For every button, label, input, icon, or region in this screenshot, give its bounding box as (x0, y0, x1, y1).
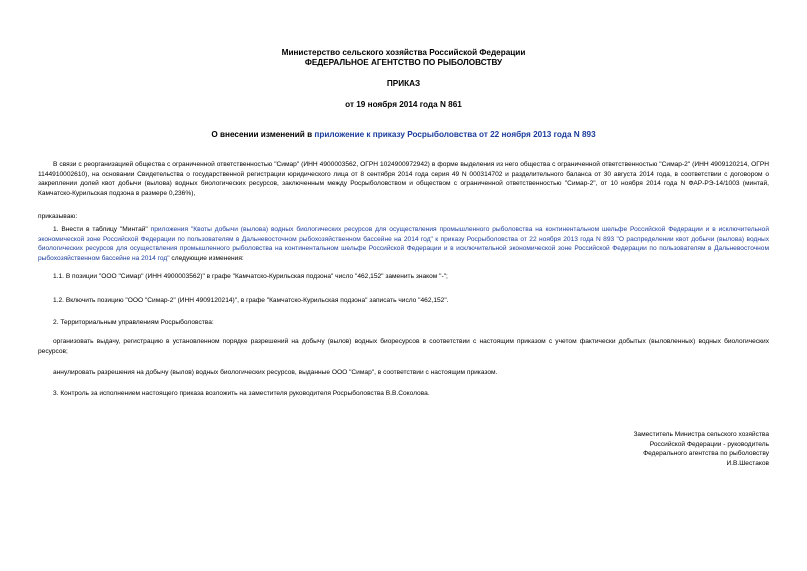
signature-line-3: Федерального агентства по рыболовству (643, 450, 769, 458)
signature-block (469, 430, 769, 468)
signature-name: И.В.Шестаков (726, 459, 769, 467)
item-1-1-paragraph: 1.1. В позиции "ООО "Симар" (ИНН 4900003562)" в графе "Камчатско-Курильская подзона" число "462,152" заменить знаком "-"; (53, 273, 448, 280)
agency-name: ФЕДЕРАЛЬНОЕ АГЕНТСТВО ПО РЫБОЛОВСТВУ (304, 58, 503, 67)
document-page (38, 0, 769, 571)
item-1-2-paragraph: 1.2. Включить позицию "ООО "Симар-2" (ИНН 4909120214)", в графе "Камчатско-Курильская подзона" записать число "462,152". (53, 297, 449, 304)
organize-paragraph: организовать выдачу, регистрацию в установленном порядке разрешений на добычу (вылов) водных биоресурсов в соответствии с настоящим приказом с учетом фактически добытых (выловленных) водных биологических ресурсов; (38, 338, 769, 355)
item-1-link[interactable]: приложения "Квоты добычи (вылова) водных биологических ресурсов для осуществления промышленного рыболовства на континентальном шельфе Российской Федерации и в исключительной экономической зоне Российской Федерации по пользователям в Дальневосточном рыбохозяйственном бассейне на 2014 год" к приказу Росрыболовства от 22 ноября 2013 года N 893 "О распределении квот добычи (вылова) водных биологических ресурсов для осуществления промышленного рыболовства на континентальном шельфе Российской Федерации и в исключительной экономической зоне Российской Федерации по пользователям в Дальневосточном рыбохозяйственном бассейне на 2014 год" (38, 226, 769, 262)
order-word: приказываю: (38, 213, 78, 220)
document-subject (38, 130, 769, 140)
item-2-paragraph: 2. Территориальным управлениям Росрыболовства: (53, 319, 214, 326)
item-3-paragraph: 3. Контроль за исполнением настоящего приказа возложить на заместителя руководителя Росрыболовства В.В.Соколова. (53, 390, 430, 397)
ministry-name: Министерство сельского хозяйства Российской Федерации (281, 48, 526, 57)
signature-line-1: Заместитель Министра сельского хозяйства (633, 431, 769, 438)
intro-paragraph: В связи с реорганизацией общества с ограниченной ответственностью "Симар" (ИНН 4900003562, ОГРН 1024900972942) в форме выделения из него общества с ограниченной ответственностью "Симар-2" (ИНН 4909120214, ОГРН 1144910002610), на основании Свидетельства о государственной регистрации юридического лица от 8 сентября 2014 года серия 49 N 000314702 и разделительного баланса от 30 августа 2014 года, в соответствии с договором о закреплении долей квот добычи (вылова) водных биологических ресурсов, заключенным между Росрыболовством и обществом с ограниченной ответственностью "Симар-2", от 10 ноября 2014 года N ФАР-РЭ-14/1003 (минтай, Камчатско-Курильская подзона в размере 0,236%), (38, 161, 769, 197)
item-1-prefix: 1. Внести в таблицу "Минтай" (53, 226, 151, 233)
document-date-number: от 19 ноября 2014 года N 861 (345, 100, 462, 109)
cancel-paragraph: аннулировать разрешения на добычу (вылов) водных биологических ресурсов, выданные ООО "Симар", в соответствии с настоящим приказом. (53, 369, 498, 376)
item-1-suffix: следующие изменения: (169, 254, 244, 262)
item-1-paragraph (38, 225, 769, 263)
subject-prefix: О внесении изменений в (211, 130, 315, 139)
signature-line-2: Российской Федерации - руководитель (649, 440, 769, 448)
subject-link[interactable]: приложение к приказу Росрыболовства от 22 ноября 2013 года N 893 (314, 130, 596, 139)
document-type: ПРИКАЗ (386, 79, 421, 88)
